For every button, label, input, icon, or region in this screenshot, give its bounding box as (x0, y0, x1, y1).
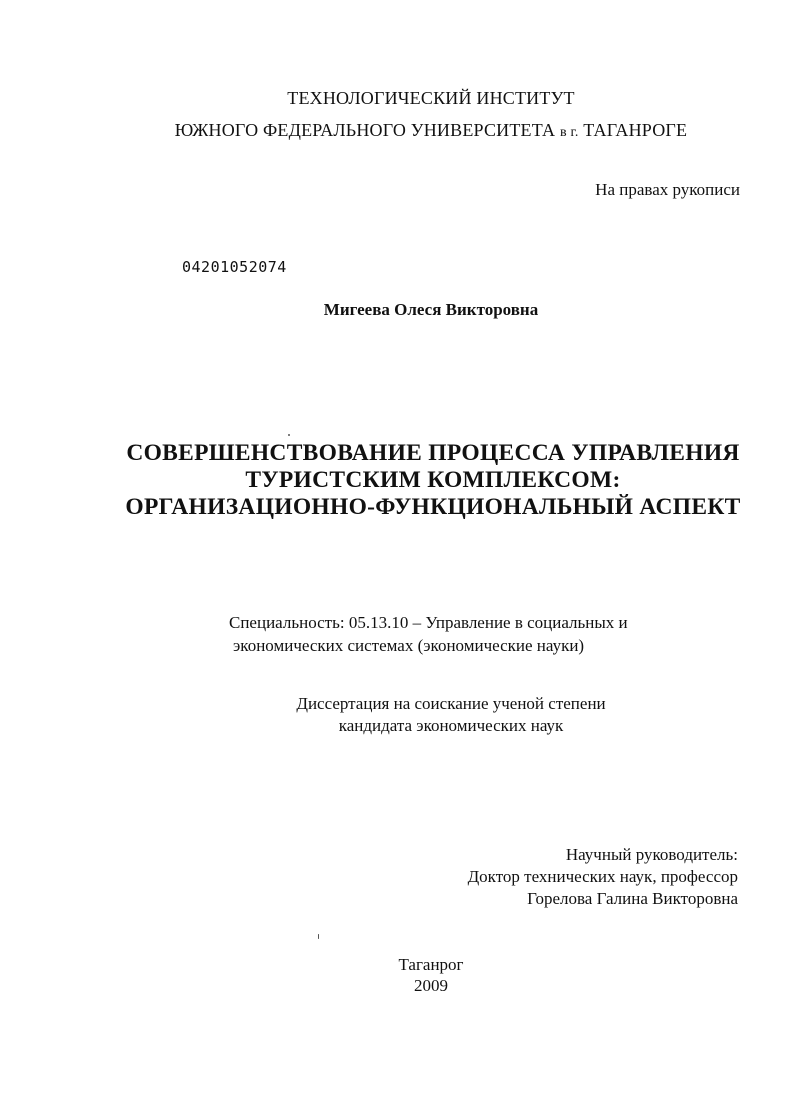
city-preposition: в г. (559, 125, 579, 140)
scan-speck (288, 434, 290, 436)
institution-line-1 (0, 88, 798, 109)
specialty-line-1: Специальность: 05.13.10 – Управление в социальных и (229, 613, 628, 632)
supervisor-block (468, 844, 738, 910)
institution-line-2 (0, 120, 798, 141)
manuscript-rights-note: На правах рукописи (595, 180, 740, 199)
dissertation-title-line-1: СОВЕРШЕНСТВОВАНИЕ ПРОЦЕССА УПРАВЛЕНИЯ (126, 440, 740, 466)
degree-line-1: Диссертация на соискание ученой степени (296, 694, 606, 713)
city: Таганрог (398, 955, 464, 974)
dissertation-title-line-3: ОРГАНИЗАЦИОННО-ФУНКЦИОНАЛЬНЫЙ АСПЕКТ (125, 494, 741, 520)
institution-name: ТЕХНОЛОГИЧЕСКИЙ ИНСТИТУТ (287, 88, 575, 108)
supervisor-label: Научный руководитель: (565, 845, 738, 864)
university-name: ЮЖНОГО ФЕДЕРАЛЬНОГО УНИВЕРСИТЕТА (174, 120, 556, 140)
dissertation-title-line-2: ТУРИСТСКИМ КОМПЛЕКСОМ: (245, 467, 621, 493)
author-name: Мигеева Олеся Викторовна (323, 300, 539, 319)
supervisor-degree: Доктор технических наук, профессор (467, 867, 738, 886)
city-name: ТАГАНРОГЕ (583, 120, 688, 140)
year: 2009 (414, 976, 448, 995)
registration-number: 04201052074 (182, 258, 287, 276)
degree-line-2: кандидата экономических наук (338, 716, 564, 735)
scan-speck (318, 934, 319, 939)
supervisor-name: Горелова Галина Викторовна (527, 889, 738, 908)
specialty-line-2: экономических системах (экономические науки) (233, 636, 585, 655)
